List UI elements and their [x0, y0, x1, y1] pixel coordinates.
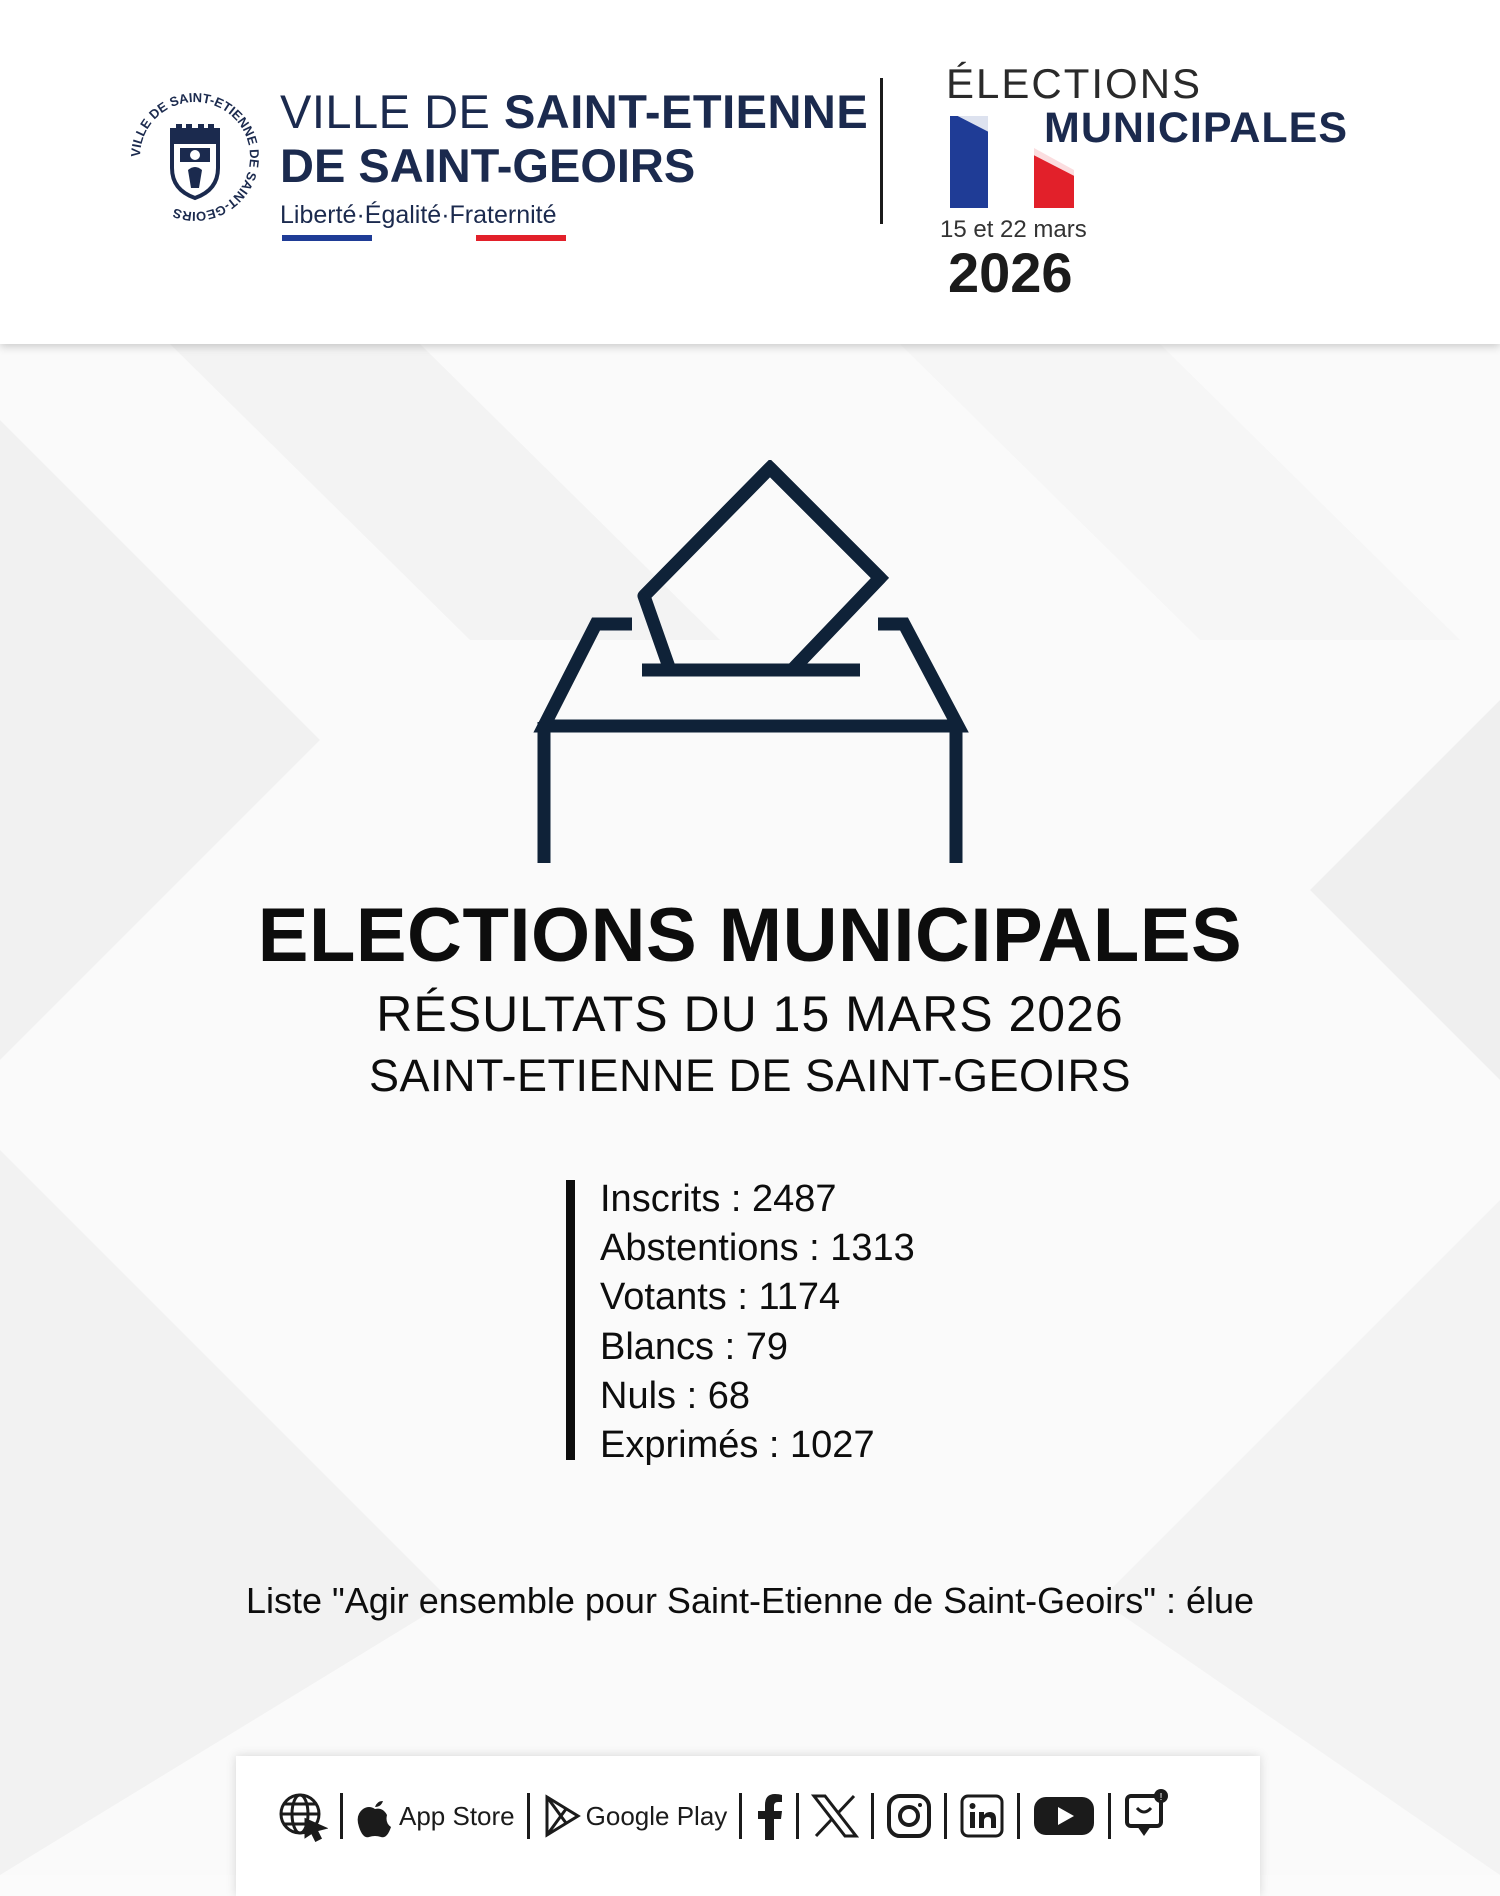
separator	[1017, 1793, 1020, 1839]
google-play-icon	[542, 1793, 582, 1839]
stat-inscrits: Inscrits : 2487	[600, 1178, 837, 1220]
footer-row	[276, 1788, 1169, 1844]
separator	[796, 1793, 799, 1839]
city-prefix: VILLE DE	[280, 85, 504, 138]
motto-bar-blue	[282, 235, 372, 241]
separator	[739, 1793, 742, 1839]
motto: Liberté·Égalité·Fraternité	[280, 201, 557, 229]
facebook-icon[interactable]	[754, 1792, 784, 1840]
svg-text:!: !	[1159, 1792, 1163, 1803]
city-name-line1	[280, 85, 868, 139]
apple-icon	[355, 1793, 395, 1839]
x-icon[interactable]	[811, 1793, 859, 1839]
separator	[1108, 1793, 1111, 1839]
stat-abstentions: Abstentions : 1313	[600, 1227, 915, 1269]
main-title: ELECTIONS MUNICIPALES	[257, 893, 1243, 978]
city-crest-icon	[128, 90, 262, 224]
separator	[527, 1793, 530, 1839]
app-store-link[interactable]	[355, 1793, 515, 1839]
elections-word: ÉLECTIONS	[946, 60, 1203, 107]
separator	[871, 1793, 874, 1839]
crest-text: VILLE DE SAINT-ETIENNE DE SAINT-GEOIRS	[128, 90, 262, 224]
stat-exprimes: Exprimés : 1027	[600, 1424, 875, 1466]
city-name-line2: DE SAINT-GEOIRS	[280, 139, 696, 192]
header	[0, 0, 1500, 344]
footer-links-bar	[236, 1756, 1260, 1896]
municipales-word: MUNICIPALES	[1044, 104, 1349, 152]
header-divider	[880, 78, 883, 224]
separator	[944, 1793, 947, 1839]
separator	[340, 1793, 343, 1839]
city-name: SAINT-ETIENNE	[503, 85, 869, 138]
election-result: Liste "Agir ensemble pour Saint-Etienne de Saint-Geoirs" : élue	[245, 1580, 1255, 1621]
ballot-box-icon	[530, 460, 970, 870]
motto-bar-red	[476, 235, 566, 241]
stats-block	[566, 1178, 1066, 1466]
election-year: 2026	[948, 241, 1073, 304]
stat-nuls: Nuls : 68	[600, 1375, 750, 1417]
stat-votants: Votants : 1174	[600, 1276, 841, 1318]
web-icon[interactable]	[276, 1790, 328, 1842]
notification-icon[interactable]	[1123, 1788, 1169, 1844]
stats-bar	[566, 1180, 575, 1460]
google-play-label: Google Play	[585, 1800, 728, 1831]
commune-name: SAINT-ETIENNE DE SAINT-GEOIRS	[368, 1050, 1132, 1101]
stat-blancs: Blancs : 79	[600, 1326, 788, 1368]
linkedin-icon[interactable]	[959, 1793, 1005, 1839]
instagram-icon[interactable]	[886, 1793, 932, 1839]
google-play-link[interactable]	[542, 1793, 728, 1839]
city-name-block	[280, 85, 868, 230]
election-dates: 15 et 22 mars	[940, 216, 1087, 243]
results-subtitle: RÉSULTATS DU 15 MARS 2026	[376, 986, 1124, 1042]
youtube-icon[interactable]	[1032, 1793, 1096, 1839]
app-store-label: App Store	[399, 1800, 515, 1831]
